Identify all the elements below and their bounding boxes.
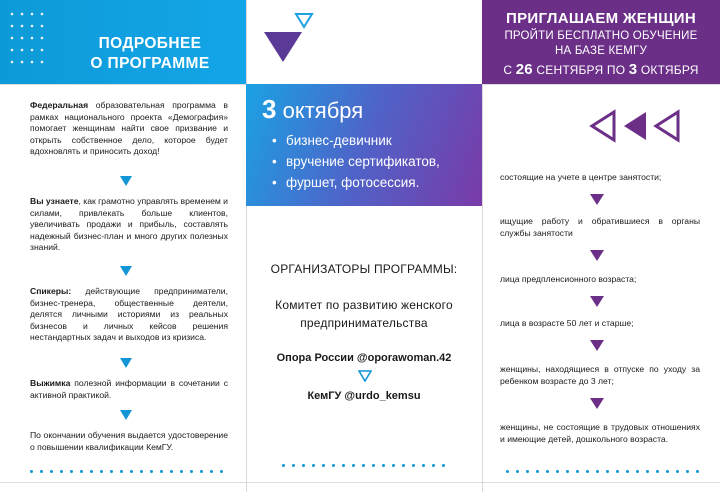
dot-icon (120, 470, 123, 473)
dot-icon (130, 470, 133, 473)
dot-icon (352, 464, 355, 467)
criteria-item: женщины, не состоящие в трудовых отношениях и имеющие детей, дошкольного возраста. (500, 422, 700, 444)
right-header-title: ПРИГЛАШАЕМ ЖЕНЩИН (505, 10, 697, 27)
certificate-paragraph: По окончании обучения выдается удостоверение о повышении квалификации КемГУ. (30, 430, 228, 452)
dot-icon (422, 464, 425, 467)
criteria-item: лица в возрасте 50 лет и старше; (500, 318, 634, 328)
dot-icon (140, 470, 143, 473)
dot-icon (170, 470, 173, 473)
dot-icon (636, 470, 639, 473)
criteria-item: лица предпленсионного возраста; (500, 274, 637, 284)
dot-icon (30, 470, 33, 473)
dot-icon (80, 470, 83, 473)
left-header-line1: ПОДРОБНЕЕ (98, 35, 202, 52)
dot-icon (566, 470, 569, 473)
dot-icon (576, 470, 579, 473)
event-block (246, 84, 482, 206)
dot-icon (220, 470, 223, 473)
dot-icon (506, 470, 509, 473)
organizer-opora: Опора России @oporawoman.42 (276, 352, 452, 364)
event-item: • бизнес-девичник (274, 130, 440, 151)
dot-icon (646, 470, 649, 473)
triangle-decoration (258, 10, 328, 70)
triangles-left-decoration (588, 108, 698, 144)
dot-icon (292, 464, 295, 467)
dot-icon (606, 470, 609, 473)
end-day: 3 (628, 61, 638, 78)
summary-paragraph: Выжимка полезной информации в сочетании с активной практикой. (30, 378, 228, 400)
intro-paragraph: Федеральная образовательная программа в рамках национального проекта «Демография» помогает женщинам найти свое призвание и открыть собственное дело, которое будет вдохновлять и приносить доход! (30, 100, 228, 156)
arrow-down-icon (590, 194, 604, 205)
criteria-item: женщины, находящиеся в отпуске по уходу за ребенком возрасте до 3 лет; (500, 364, 700, 386)
organizer-committee-line1: Комитет по развитию женского (275, 298, 453, 312)
dot-icon (342, 464, 345, 467)
organizers-heading: ОРГАНИЗАТОРЫ ПРОГРАММЫ: (270, 262, 458, 276)
dot-icon (402, 464, 405, 467)
dotted-line-decoration (282, 464, 452, 468)
dot-icon (536, 470, 539, 473)
event-item: • вручение сертификатов, (274, 151, 440, 172)
dot-icon (332, 464, 335, 467)
dot-icon (322, 464, 325, 467)
dot-icon (70, 470, 73, 473)
start-day: 26 (515, 61, 533, 78)
dot-icon (372, 464, 375, 467)
dot-icon (210, 470, 213, 473)
dot-icon (516, 470, 519, 473)
right-header-line2: ПРОЙТИ БЕСПЛАТНО ОБУЧЕНИЕ (504, 30, 698, 42)
right-header (482, 0, 720, 84)
arrow-down-icon (120, 358, 132, 368)
dot-icon (626, 470, 629, 473)
dot-icon (696, 470, 699, 473)
arrow-down-icon (120, 176, 132, 186)
dot-icon (60, 470, 63, 473)
right-header-dates: С 26 СЕНТЯБРЯ ПО 3 ОКТЯБРЯ (503, 61, 699, 78)
dot-icon (362, 464, 365, 467)
dot-icon (110, 470, 113, 473)
organizer-kemsu: КемГУ @urdo_kemsu (307, 390, 421, 402)
left-header-title (60, 34, 240, 74)
dot-icon (50, 470, 53, 473)
dot-icon (616, 470, 619, 473)
right-header-line3: НА БАЗЕ КЕМГУ (555, 45, 647, 57)
dot-icon (442, 464, 445, 467)
arrow-down-icon (120, 266, 132, 276)
dot-icon (382, 464, 385, 467)
dot-grid-decoration (6, 8, 66, 78)
dot-icon (90, 470, 93, 473)
arrow-down-icon (590, 296, 604, 307)
dotted-line-decoration (30, 470, 230, 474)
dot-icon (282, 464, 285, 467)
dotted-line-decoration (506, 470, 702, 474)
arrow-down-icon (590, 250, 604, 261)
dot-icon (596, 470, 599, 473)
left-header-line2: О ПРОГРАММЕ (90, 55, 210, 72)
learn-paragraph: Вы узнаете, как грамотно управлять временем и силами, привлекать больше клиентов, увеличивать продажи и прибыль, составлять надежный бизнес-план и много других полезных знаний. (30, 196, 228, 252)
organizer-committee-line2: предпринимательства (300, 316, 428, 330)
left-header (0, 0, 246, 84)
speakers-paragraph: Спикеры: действующие предприниматели, бизнес-тренера, общественные деятели, делятся личными историями из реальных бизнесов и личных кейсов решения нестандартных задач и выходов из кризиса. (30, 286, 228, 342)
event-list (274, 130, 440, 193)
dot-icon (586, 470, 589, 473)
dot-icon (180, 470, 183, 473)
dot-icon (40, 470, 43, 473)
event-date: 3 октября (262, 94, 364, 124)
dot-icon (556, 470, 559, 473)
dot-icon (676, 470, 679, 473)
dot-icon (190, 470, 193, 473)
dot-icon (302, 464, 305, 467)
dot-icon (546, 470, 549, 473)
arrow-down-icon (590, 398, 604, 409)
dot-icon (200, 470, 203, 473)
dot-icon (656, 470, 659, 473)
dot-icon (432, 464, 435, 467)
dot-icon (526, 470, 529, 473)
dot-icon (666, 470, 669, 473)
triangle-down-icon (358, 370, 372, 382)
column-divider (246, 0, 247, 492)
dot-icon (412, 464, 415, 467)
dot-icon (312, 464, 315, 467)
criteria-item: состоящие на учете в центре занятости; (500, 172, 662, 182)
event-item: • фуршет, фотосессия. (274, 172, 440, 193)
criteria-item: ищущие работу и обратившиеся в органы службы занятости (500, 216, 700, 238)
dot-icon (160, 470, 163, 473)
arrow-down-icon (590, 340, 604, 351)
row-divider (0, 482, 720, 483)
dot-icon (150, 470, 153, 473)
arrow-down-icon (120, 410, 132, 420)
dot-icon (392, 464, 395, 467)
dot-icon (100, 470, 103, 473)
dot-icon (686, 470, 689, 473)
